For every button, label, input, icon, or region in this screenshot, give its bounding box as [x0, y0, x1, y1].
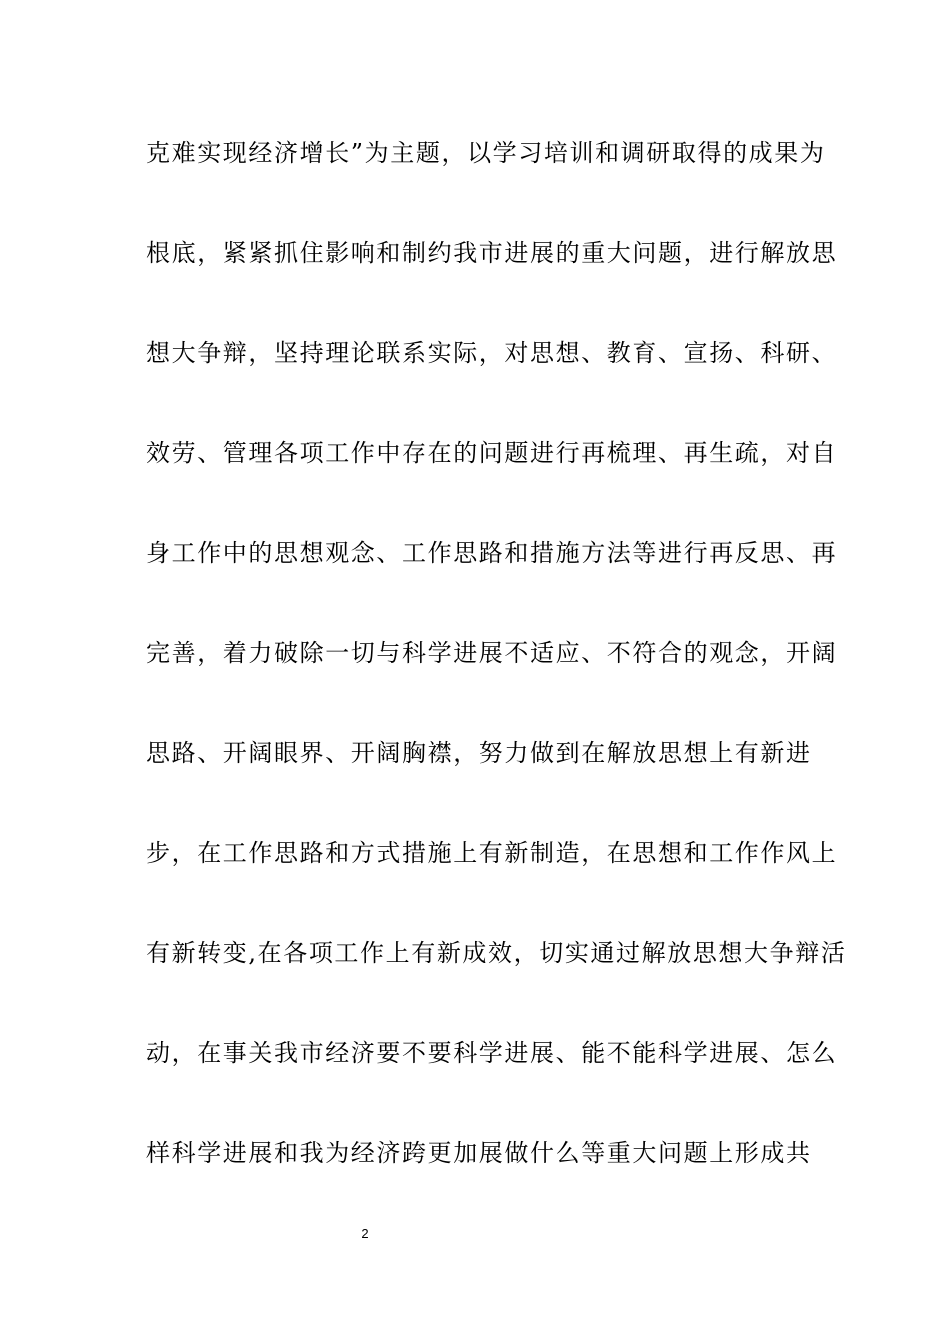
- body-text: [146, 133, 847, 1233]
- text-line: 步，在工作思路和方式措施上有新制造，在思想和工作作风上: [146, 839, 838, 867]
- text-line: 动，在事关我市经济要不要科学进展、能不能科学进展、怎么: [146, 1039, 838, 1067]
- text-line: 身工作中的思想观念、工作思路和措施方法等进行再反思、再: [146, 539, 838, 567]
- text-line: 样科学进展和我为经济跨更加展做什么等重大问题上形成共: [146, 1139, 812, 1167]
- text-line: 思路、开阔眼界、开阔胸襟，努力做到在解放思想上有新进: [146, 739, 812, 767]
- text-line: 效劳、管理各项工作中存在的问题进行再梳理、再生疏，对自: [146, 439, 838, 467]
- text-line: 想大争辩，坚持理论联系实际，对思想、教育、宣扬、科研、: [146, 339, 838, 367]
- text-line: 根底，紧紧抓住影响和制约我市进展的重大问题，进行解放思: [146, 239, 838, 267]
- text-line: 有新转变,在各项工作上有新成效，切实通过解放思想大争辩活: [146, 939, 847, 967]
- text-line: 完善，着力破除一切与科学进展不适应、不符合的观念，开阔: [146, 639, 838, 667]
- text-line: 克难实现经济增长”为主题，以学习培训和调研取得的成果为: [146, 139, 826, 167]
- page-number: 2: [361, 1226, 369, 1241]
